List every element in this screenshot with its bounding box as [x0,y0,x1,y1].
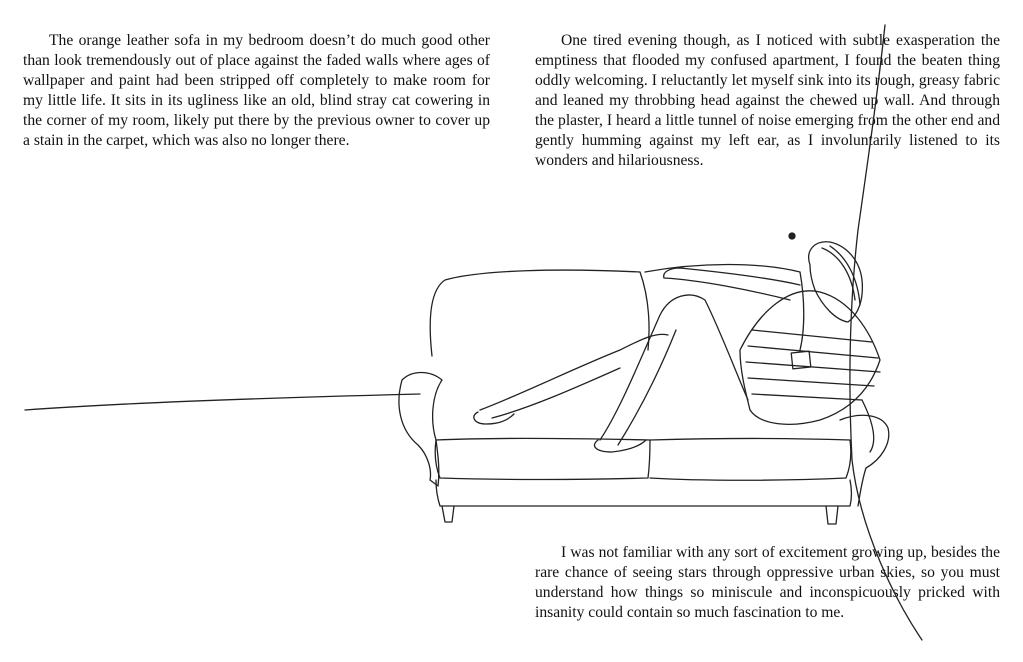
sofa-back-right [645,265,804,351]
sofa-left-arm [399,373,442,487]
wall-crack-line [850,25,922,640]
paragraph-sofa-description: The orange leather sofa in my bedroom doesn’t do much good other than look tremendously out of place against the faded walls where ages of wallpaper and paint had been stripped off completely to make room for my little life. It sits in its ugliness like an old, blind stray cat cowering in the corner of my room, likely put there by the previous owner to cover up a stain in the carpet, which was also no longer there. [23,32,490,149]
sofa-right-arm [840,415,889,506]
sofa-leg-left [442,506,454,522]
floor-line [25,394,420,410]
woman-head [809,242,863,322]
woman-leg-front [600,295,748,440]
paragraph-tired-evening: One tired evening though, as I noticed with subtle exasperation the emptiness that flooded my confused apartment, I found the beaten thing oddly welcoming. I reluctantly let myself sink into its rough, greasy fabric and leaned my throbbing head against the chewed up wall. And through the plaster, I heard a little tunnel of noise emerging from the other end and gently humming against my left ear, as I involuntarily listened to its wonders and hilariousness. [535,32,1000,169]
paragraph-excitement: I was not familiar with any sort of excitement growing up, besides the rare chance of seeing stars through oppressive urban skies, so you must understand how things so miniscule and inconspicuously pricked with insanity could contain so much fascination to me. [535,544,1000,621]
sofa-seat-right [650,439,851,481]
sofa-base [436,480,852,506]
sofa-back-left [430,270,649,356]
woman-leg-back [480,334,668,410]
sofa-leg-right [826,506,838,524]
ink-spot [789,233,795,239]
sofa-seat-left [435,440,650,480]
